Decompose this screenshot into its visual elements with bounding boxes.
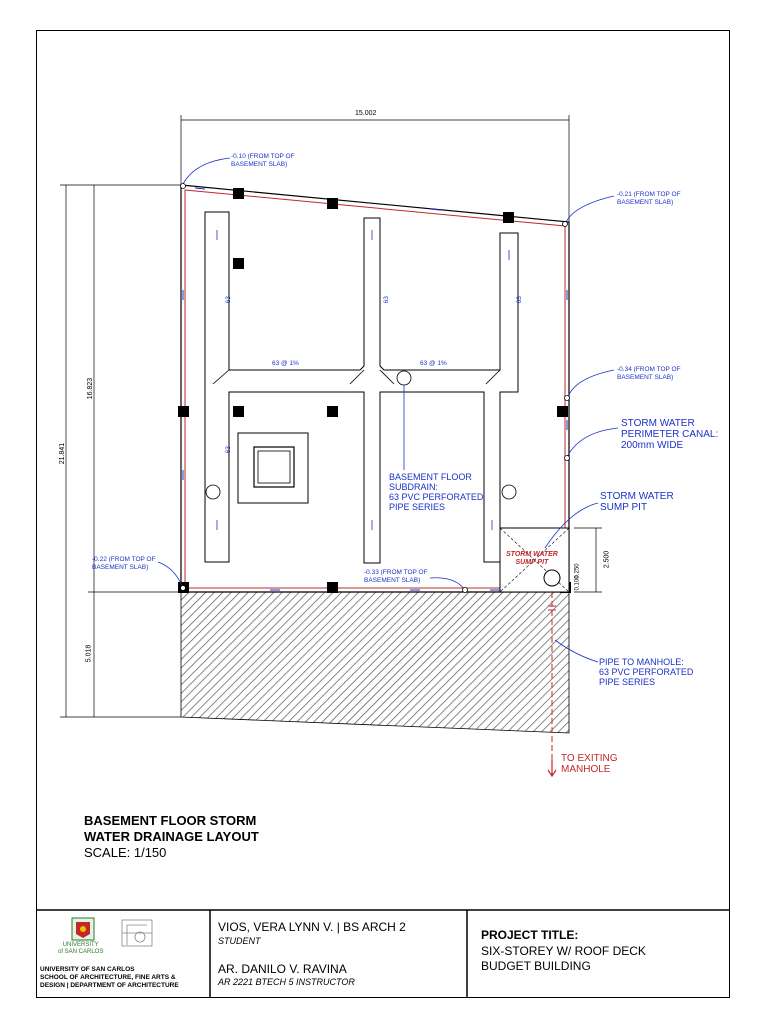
slope-left: 63 @ 1% — [272, 360, 299, 367]
school-name: UNIVERSITY OF SAN CARLOS — [40, 966, 135, 973]
dim-sump-b: 0.250 — [574, 563, 581, 579]
dim-sump-a: 0.100 — [574, 575, 581, 591]
callout-subdrain: BASEMENT FLOOR SUBDRAIN: 63 PVC PERFORATED PIPE SERIES — [389, 472, 484, 512]
student-name: VIOS, VERA LYNN V. | BS ARCH 2 — [218, 920, 406, 934]
project-title-label: PROJECT TITLE: — [481, 928, 579, 942]
sump-pit-label: STORM WATER SUMP PIT — [506, 551, 558, 566]
logo-caption: UNIVERSITY of SAN CARLOS — [58, 942, 104, 955]
callout-sump-pit: STORM WATER SUMP PIT — [600, 491, 674, 513]
level-bottom-left: -0.22 (FROM TOP OF BASEMENT SLAB) — [92, 556, 156, 571]
callout-pipe-to-manhole: PIPE TO MANHOLE: 63 PVC PERFORATED PIPE SERIES — [599, 657, 694, 687]
dim-height-lower: 5.018 — [85, 644, 93, 663]
pipe-size-b: 63 — [382, 296, 390, 304]
level-top-left: -0.10 (FROM TOP OF BASEMENT SLAB) — [231, 153, 295, 168]
level-mid-right: -0.34 (FROM TOP OF BASEMENT SLAB) — [617, 366, 681, 381]
instructor-name: AR. DANILO V. RAVINA — [218, 962, 347, 976]
drawing-title-line1: BASEMENT FLOOR STORM — [84, 813, 257, 828]
drawing-scale: SCALE: 1/150 — [84, 845, 167, 860]
instructor-role: AR 2221 BTECH 5 INSTRUCTOR — [218, 977, 355, 987]
pipe-size-c: 63 — [515, 296, 523, 304]
university-logo — [72, 918, 94, 940]
project-title: SIX-STOREY W/ ROOF DECK BUDGET BUILDING — [481, 944, 646, 973]
level-top-right: -0.21 (FROM TOP OF BASEMENT SLAB) — [617, 191, 681, 206]
pipe-size-a: 63 — [224, 296, 232, 304]
school-logo — [122, 920, 152, 946]
center-pit-outer — [238, 433, 308, 503]
hatched-slab — [181, 592, 569, 733]
student-role: STUDENT — [218, 936, 261, 946]
dim-width: 15.002 — [355, 110, 377, 117]
dim-sump-height: 2.500 — [603, 550, 611, 569]
slope-right: 63 @ 1% — [420, 360, 447, 367]
dim-height-total: 21.841 — [59, 442, 67, 465]
callout-to-manhole: TO EXITING MANHOLE — [561, 753, 618, 775]
callout-perimeter-canal: STORM WATER PERIMETER CANAL: 200mm WIDE — [621, 418, 719, 451]
drawing-title-line2: WATER DRAINAGE LAYOUT — [84, 829, 259, 844]
level-bottom-mid: -0.33 (FROM TOP OF BASEMENT SLAB) — [364, 569, 428, 584]
dim-height-inner: 16.823 — [87, 377, 95, 400]
school-department: SCHOOL OF ARCHITECTURE, FINE ARTS & DESIGN | DEPARTMENT OF ARCHITECTURE — [40, 974, 179, 989]
pipe-size-d: 63 — [224, 446, 232, 454]
